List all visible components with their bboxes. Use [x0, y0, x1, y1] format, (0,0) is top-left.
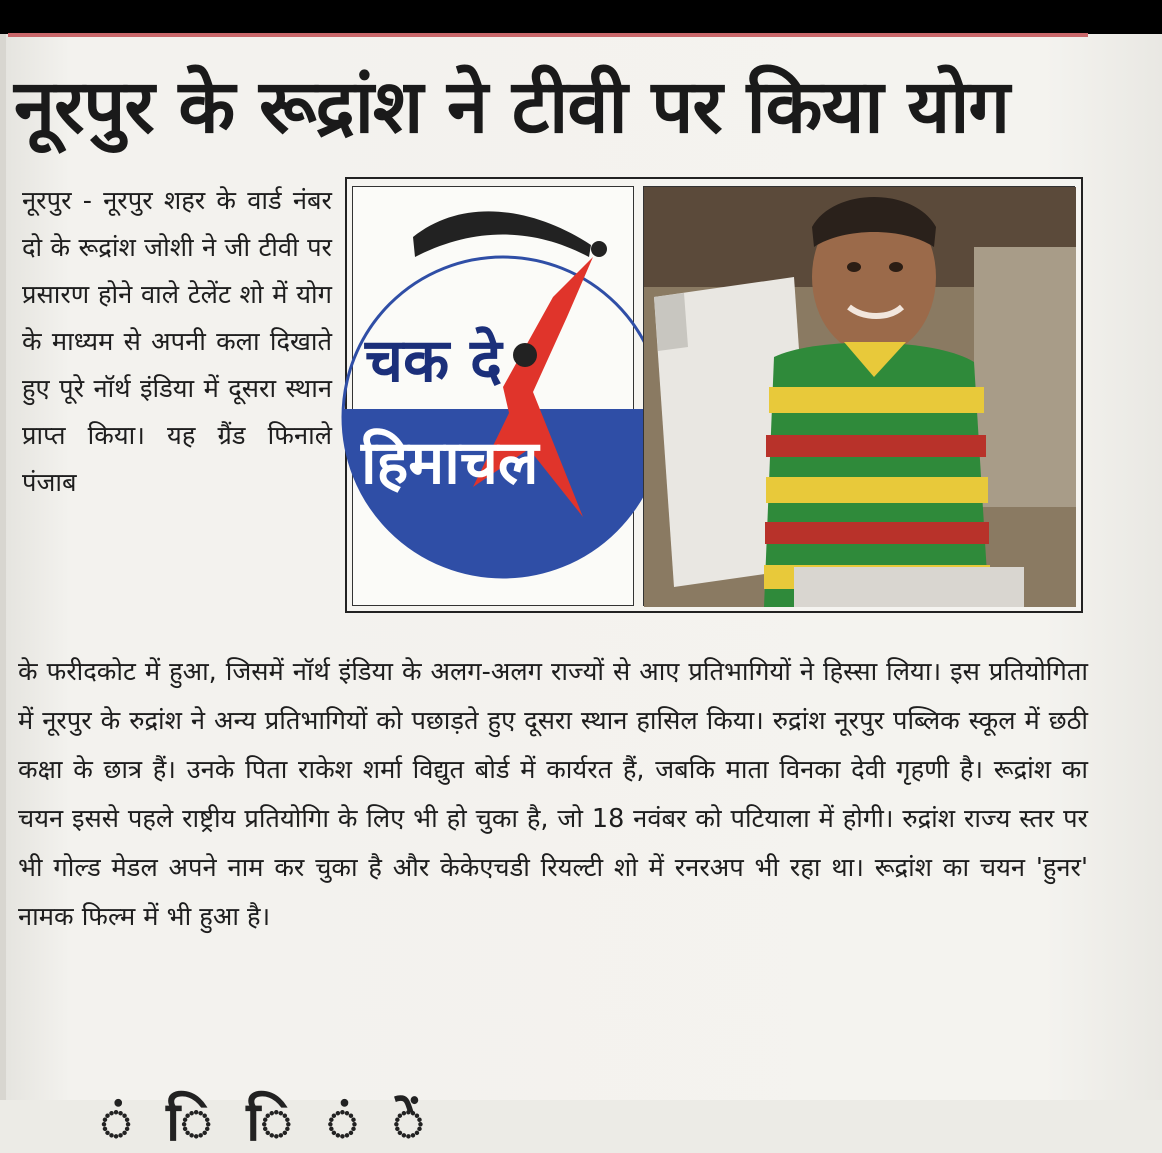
logo-line1: चक दे — [365, 326, 502, 396]
column-paragraph: नूरपुर - नूरपुर शहर के वार्ड नंबर दो के रूद्रांश जोशी ने जी टीवी पर प्रसारण होने वाले टेलेंट शो में योग के माध्यम से अपनी कला दिखाते हुए पूरे नॉर्थ इंडिया में दूसरा स्थान प्राप्त किया। यह ग्रैंड फिनाले पंजाब — [22, 186, 332, 498]
boy-photo — [643, 186, 1075, 606]
article-body-text — [18, 648, 1088, 942]
chak-de-himachal-logo — [352, 186, 634, 606]
player-head-icon — [513, 343, 537, 367]
article-column-text — [22, 178, 332, 507]
masthead-rule — [8, 33, 1088, 37]
hockey-stick-icon — [413, 211, 591, 257]
top-black-band — [0, 0, 1162, 34]
next-headline-cut: ं ि ि ं ें — [100, 1090, 445, 1153]
page-left-edge — [0, 34, 6, 1100]
article-headline: नूरपुर के रूद्रांश ने टीवी पर किया योग — [14, 64, 1010, 150]
logo-line2: हिमाचल — [361, 428, 539, 498]
photo-graphic — [644, 187, 1076, 607]
ball-icon — [591, 241, 607, 257]
body-paragraph: के फरीदकोट में हुआ, जिसमें नॉर्थ इंडिया के अलग-अलग राज्यों से आए प्रतिभागियों ने हिस्सा लिया। इस प्रतियोगिता में नूरपुर के रुद्रांश ने अन्य प्रतिभागियों को पछाड़ते हुए दूसरा स्थान हासिल किया। रुद्रांश नूरपुर पब्लिक स्कूल में छठी कक्षा के छात्र हैं। उनके पिता राकेश शर्मा विद्युत बोर्ड में कार्यरत हैं, जबकि माता विनका देवी गृहणी है। रूद्रांश का चयन इससे पहले राष्ट्रीय प्रतियोगिा के लिए भी हो चुका है, जो 18 नवंबर को पटियाला में होगी। रुद्रांश राज्य स्तर पर भी गोल्ड मेडल अपने नाम कर चुका है और केकेएचडी रियल्टी शो में रनरअप भी रहा था। रूद्रांश का चयन 'हुनर' नामक फिल्म में भी हुआ है। — [18, 657, 1088, 932]
